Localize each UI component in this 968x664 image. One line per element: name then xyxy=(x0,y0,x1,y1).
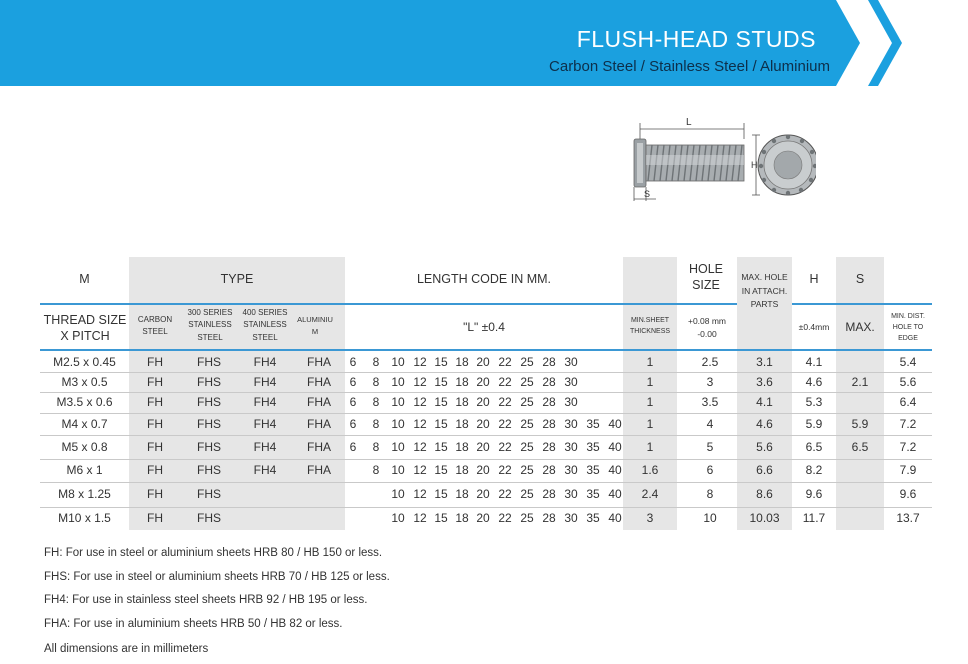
cell-min-dist: 7.2 xyxy=(899,440,917,454)
length-code: 40 xyxy=(608,440,622,454)
cell-fh4: FH4 xyxy=(253,355,277,369)
length-code: 22 xyxy=(498,375,512,389)
h-tolerance-header: ±0.4mm xyxy=(798,322,830,332)
length-code: 6 xyxy=(349,375,357,389)
length-code: 20 xyxy=(476,417,490,431)
cell-thread: M4 x 0.7 xyxy=(61,417,108,431)
cell-h: 6.5 xyxy=(805,440,823,454)
s-column-band xyxy=(836,257,884,530)
length-code: 12 xyxy=(413,440,427,454)
length-code: 15 xyxy=(434,355,448,369)
cell-min-dist: 5.4 xyxy=(899,355,917,369)
length-code: 20 xyxy=(476,375,490,389)
length-code: 15 xyxy=(434,375,448,389)
length-dimension-label: L xyxy=(686,117,692,128)
cell-max-hole: 8.6 xyxy=(756,487,773,501)
cell-thread: M8 x 1.25 xyxy=(58,487,111,501)
cell-fh: FH xyxy=(147,395,163,409)
length-code: 18 xyxy=(455,395,469,409)
cell-min-dist: 5.6 xyxy=(899,375,917,389)
cell-fhs: FHS xyxy=(197,487,221,501)
cell-min-sheet: 1 xyxy=(646,440,654,454)
hole-size-header: HOLE SIZE xyxy=(688,262,724,292)
length-code: 35 xyxy=(586,440,600,454)
type-header: TYPE xyxy=(220,272,254,286)
cell-hole: 3.5 xyxy=(701,395,719,409)
length-code: 22 xyxy=(498,463,512,477)
length-code: 35 xyxy=(586,487,600,501)
length-code: 18 xyxy=(455,417,469,431)
length-code: 25 xyxy=(520,395,534,409)
cell-s: 2.1 xyxy=(851,375,869,389)
length-code: 28 xyxy=(542,355,556,369)
note-fh: FH: For use in steel or aluminium sheets HRB 80 / HB 150 or less. xyxy=(44,547,383,559)
cell-thread: M2.5 x 0.45 xyxy=(53,355,116,369)
length-code: 20 xyxy=(476,395,490,409)
length-code: 10 xyxy=(391,487,405,501)
series-300-header: 300 SERIES STAINLESS STEEL xyxy=(187,308,233,342)
cell-min-dist: 7.9 xyxy=(899,463,917,477)
cell-max-hole: 3.6 xyxy=(756,375,773,389)
length-code: 15 xyxy=(434,440,448,454)
cell-min-sheet: 1.6 xyxy=(641,463,659,477)
cell-min-dist: 6.4 xyxy=(899,395,917,409)
length-code: 30 xyxy=(564,355,578,369)
header-rule-right xyxy=(792,303,932,305)
length-code: 20 xyxy=(476,440,490,454)
notes xyxy=(44,542,390,662)
cell-fha: FHA xyxy=(307,355,331,369)
length-code: 12 xyxy=(413,417,427,431)
height-dimension-label: H xyxy=(751,160,758,170)
length-code: 12 xyxy=(413,487,427,501)
length-code: 8 xyxy=(372,440,380,454)
length-code: 18 xyxy=(455,440,469,454)
length-code: 15 xyxy=(434,487,448,501)
hole-tolerance-header: +0.08 mm -0.00 xyxy=(687,316,727,340)
length-code: 18 xyxy=(455,511,469,525)
cell-s: 5.9 xyxy=(851,417,869,431)
cell-fhs: FHS xyxy=(197,417,221,431)
cell-thread: M3 x 0.5 xyxy=(61,375,108,389)
cell-hole: 8 xyxy=(706,487,714,501)
length-code: 6 xyxy=(349,355,357,369)
length-code: 10 xyxy=(391,417,405,431)
cell-hole: 2.5 xyxy=(701,355,719,369)
length-code: 28 xyxy=(542,463,556,477)
max-hole-header: MAX. HOLE IN ATTACH. PARTS xyxy=(741,272,788,310)
length-code: 22 xyxy=(498,511,512,525)
length-code: 22 xyxy=(498,355,512,369)
cell-max-hole: 4.6 xyxy=(756,417,773,431)
length-code: 25 xyxy=(520,463,534,477)
length-code: 30 xyxy=(564,511,578,525)
note-units: All dimensions are in millimeters xyxy=(44,643,209,655)
length-code: 8 xyxy=(372,375,380,389)
note-fha: FHA: For use in aluminium sheets HRB 50 / HB 82 or less. xyxy=(44,617,343,630)
length-code: 10 xyxy=(391,463,405,477)
length-code: 25 xyxy=(520,440,534,454)
cell-fh: FH xyxy=(147,355,163,369)
cell-h: 9.6 xyxy=(805,487,823,501)
length-code: 8 xyxy=(372,417,380,431)
length-code: 25 xyxy=(520,511,534,525)
length-code: 35 xyxy=(586,463,600,477)
length-tolerance-header: "L" ±0.4 xyxy=(463,320,505,334)
cell-fh4: FH4 xyxy=(253,463,277,477)
cell-fh: FH xyxy=(147,375,163,389)
length-code: 10 xyxy=(391,355,405,369)
length-code: 28 xyxy=(542,440,556,454)
length-code: 20 xyxy=(476,355,490,369)
cell-max-hole: 10.03 xyxy=(749,511,780,525)
head-dimension-label: S xyxy=(644,189,651,199)
length-code: 12 xyxy=(413,511,427,525)
cell-hole: 5 xyxy=(706,440,714,454)
cell-fh: FH xyxy=(147,417,163,431)
cell-fha: FHA xyxy=(307,417,331,431)
cell-h: 5.3 xyxy=(805,395,823,409)
cell-min-dist: 9.6 xyxy=(899,487,917,501)
cell-fha: FHA xyxy=(307,395,331,409)
cell-fhs: FHS xyxy=(197,440,221,454)
cell-max-hole: 5.6 xyxy=(756,440,773,454)
length-code: 40 xyxy=(608,417,622,431)
thread-size-header: THREAD SIZE X PITCH xyxy=(43,313,127,343)
body-rule xyxy=(40,349,932,351)
length-code: 22 xyxy=(498,395,512,409)
cell-min-dist: 13.7 xyxy=(896,511,920,525)
flush-head-stud-illustration xyxy=(626,115,816,207)
cell-h: 4.6 xyxy=(805,375,823,389)
header-banner xyxy=(0,0,968,86)
cell-fh: FH xyxy=(147,511,163,525)
cell-hole: 10 xyxy=(703,511,717,525)
note-fh4: FH4: For use in stainless steel sheets HRB 92 / HB 195 or less. xyxy=(44,594,368,606)
min-dist-header: MIN. DIST. HOLE TO EDGE xyxy=(891,313,925,343)
m-header: M xyxy=(79,272,90,286)
length-code: 30 xyxy=(564,463,578,477)
length-code: 8 xyxy=(372,355,380,369)
cell-h: 5.9 xyxy=(805,417,823,431)
length-code: 12 xyxy=(413,355,427,369)
length-code: 28 xyxy=(542,487,556,501)
cell-min-sheet: 2.4 xyxy=(641,487,659,501)
cell-min-sheet: 1 xyxy=(646,375,654,389)
cell-s: 6.5 xyxy=(851,440,869,454)
cell-thread: M10 x 1.5 xyxy=(58,511,111,525)
page-subtitle: Carbon Steel / Stainless Steel / Aluminium xyxy=(549,58,830,75)
length-code: 25 xyxy=(520,487,534,501)
length-code: 28 xyxy=(542,395,556,409)
length-code: 28 xyxy=(542,375,556,389)
cell-thread: M6 x 1 xyxy=(66,463,103,477)
length-code: 15 xyxy=(434,511,448,525)
note-fhs: FHS: For use in steel or aluminium sheets HRB 70 / HB 125 or less. xyxy=(44,570,390,583)
cell-h: 4.1 xyxy=(805,355,823,369)
cell-thread: M3.5 x 0.6 xyxy=(56,395,113,409)
s-header: S xyxy=(855,272,865,286)
cell-max-hole: 6.6 xyxy=(756,463,773,477)
cell-fh4: FH4 xyxy=(253,440,277,454)
cell-fha: FHA xyxy=(307,440,331,454)
s-max-header: MAX. xyxy=(845,320,875,334)
length-code: 6 xyxy=(349,440,357,454)
length-code: 10 xyxy=(391,395,405,409)
cell-fh4: FH4 xyxy=(253,395,277,409)
length-code: 6 xyxy=(349,395,357,409)
length-code: 28 xyxy=(542,511,556,525)
length-code: 30 xyxy=(564,417,578,431)
length-code: 30 xyxy=(564,440,578,454)
length-code: 6 xyxy=(349,417,357,431)
length-code: 18 xyxy=(455,375,469,389)
cell-hole: 6 xyxy=(706,463,714,477)
length-code: 12 xyxy=(413,375,427,389)
length-code: 30 xyxy=(564,487,578,501)
cell-hole: 3 xyxy=(706,375,714,389)
length-code: 20 xyxy=(476,511,490,525)
cell-min-sheet: 1 xyxy=(646,355,654,369)
length-code: 40 xyxy=(608,463,622,477)
length-code: 15 xyxy=(434,417,448,431)
cell-fhs: FHS xyxy=(197,511,221,525)
cell-fhs: FHS xyxy=(197,463,221,477)
carbon-steel-header: CARBON STEEL xyxy=(137,315,173,337)
length-code: 40 xyxy=(608,487,622,501)
length-code: 18 xyxy=(455,355,469,369)
length-code: 12 xyxy=(413,463,427,477)
cell-hole: 4 xyxy=(706,417,714,431)
cell-thread: M5 x 0.8 xyxy=(61,440,108,454)
cell-min-dist: 7.2 xyxy=(899,417,917,431)
length-code: 18 xyxy=(455,463,469,477)
cell-fha: FHA xyxy=(307,375,331,389)
length-code: 15 xyxy=(434,395,448,409)
length-code-header: LENGTH CODE IN MM. xyxy=(416,272,552,286)
length-code: 8 xyxy=(372,395,380,409)
length-code: 28 xyxy=(542,417,556,431)
cell-min-sheet: 1 xyxy=(646,417,654,431)
cell-fh: FH xyxy=(147,463,163,477)
length-code: 10 xyxy=(391,375,405,389)
length-code: 18 xyxy=(455,487,469,501)
cell-min-sheet: 3 xyxy=(646,511,654,525)
length-code: 20 xyxy=(476,487,490,501)
length-code: 25 xyxy=(520,375,534,389)
length-code: 20 xyxy=(476,463,490,477)
length-code: 30 xyxy=(564,395,578,409)
cell-max-hole: 3.1 xyxy=(756,355,773,369)
cell-fh: FH xyxy=(147,440,163,454)
length-code: 10 xyxy=(391,440,405,454)
length-code: 22 xyxy=(498,417,512,431)
cell-fha: FHA xyxy=(307,463,331,477)
length-code: 35 xyxy=(586,511,600,525)
cell-h: 8.2 xyxy=(805,463,823,477)
cell-max-hole: 4.1 xyxy=(756,395,773,409)
min-sheet-header: MIN.SHEET THICKNESS xyxy=(629,317,671,336)
cell-fh4: FH4 xyxy=(253,375,277,389)
length-code: 30 xyxy=(564,375,578,389)
cell-h: 11.7 xyxy=(802,511,826,525)
series-400-header: 400 SERIES STAINLESS STEEL xyxy=(242,308,288,342)
length-code: 22 xyxy=(498,440,512,454)
header-rule-left xyxy=(40,303,737,305)
length-code: 40 xyxy=(608,511,622,525)
length-code: 8 xyxy=(372,463,380,477)
length-code: 35 xyxy=(586,417,600,431)
cell-fhs: FHS xyxy=(197,355,221,369)
cell-fhs: FHS xyxy=(197,375,221,389)
length-code: 22 xyxy=(498,487,512,501)
h-header: H xyxy=(809,272,819,286)
length-code: 12 xyxy=(413,395,427,409)
length-code: 10 xyxy=(391,511,405,525)
cell-fh: FH xyxy=(147,487,163,501)
page-title: FLUSH-HEAD STUDS xyxy=(576,26,816,52)
length-code: 15 xyxy=(434,463,448,477)
cell-fh4: FH4 xyxy=(253,417,277,431)
length-code: 25 xyxy=(520,417,534,431)
cell-min-sheet: 1 xyxy=(646,395,654,409)
length-code: 25 xyxy=(520,355,534,369)
aluminium-header: ALUMINIU M xyxy=(297,315,333,336)
cell-fhs: FHS xyxy=(197,395,221,409)
